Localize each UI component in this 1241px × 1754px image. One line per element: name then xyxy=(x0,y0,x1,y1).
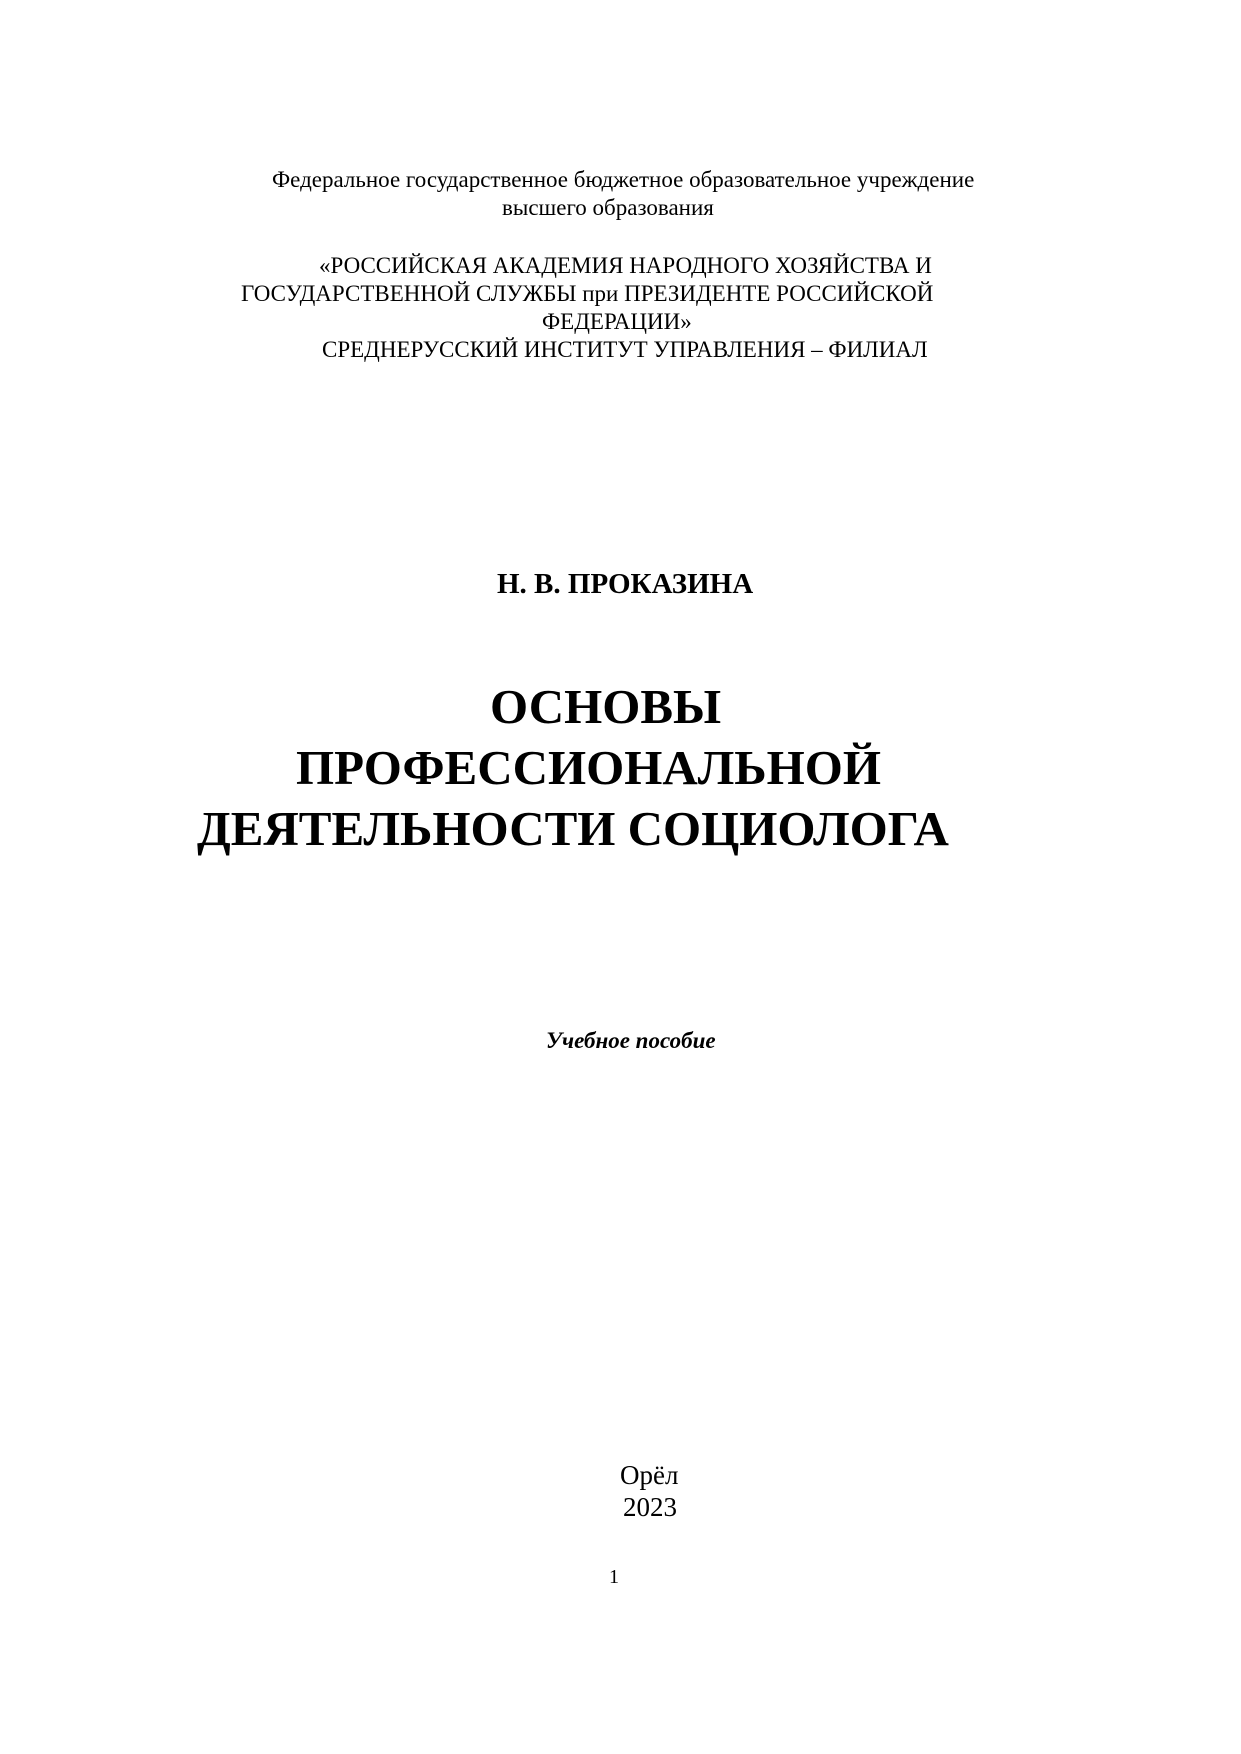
academy-line-4: СРЕДНЕРУССКИЙ ИНСТИТУТ УПРАВЛЕНИЯ – ФИЛИАЛ xyxy=(322,337,928,362)
institution-line-1: Федеральное государственное бюджетное образовательное учреждение xyxy=(272,167,975,192)
academy-line-3: ФЕДЕРАЦИИ» xyxy=(542,309,692,334)
institution-line-2: высшего образования xyxy=(502,195,714,220)
title-line-1: ОСНОВЫ xyxy=(490,679,722,734)
academy-line-1: «РОССИЙСКАЯ АКАДЕМИЯ НАРОДНОГО ХОЗЯЙСТВА И xyxy=(319,253,932,278)
title-line-3: ДЕЯТЕЛЬНОСТИ СОЦИОЛОГА xyxy=(197,801,949,856)
publication-type: Учебное пособие xyxy=(546,1028,716,1053)
academy-line-2: ГОСУДАРСТВЕННОЙ СЛУЖБЫ при ПРЕЗИДЕНТЕ РОССИЙСКОЙ xyxy=(241,281,934,306)
author-name: Н. В. ПРОКАЗИНА xyxy=(497,568,754,600)
page-number: 1 xyxy=(609,1566,619,1588)
imprint-year: 2023 xyxy=(623,1492,677,1522)
title-line-2: ПРОФЕССИОНАЛЬНОЙ xyxy=(296,740,881,795)
imprint-city: Орёл xyxy=(620,1460,679,1490)
